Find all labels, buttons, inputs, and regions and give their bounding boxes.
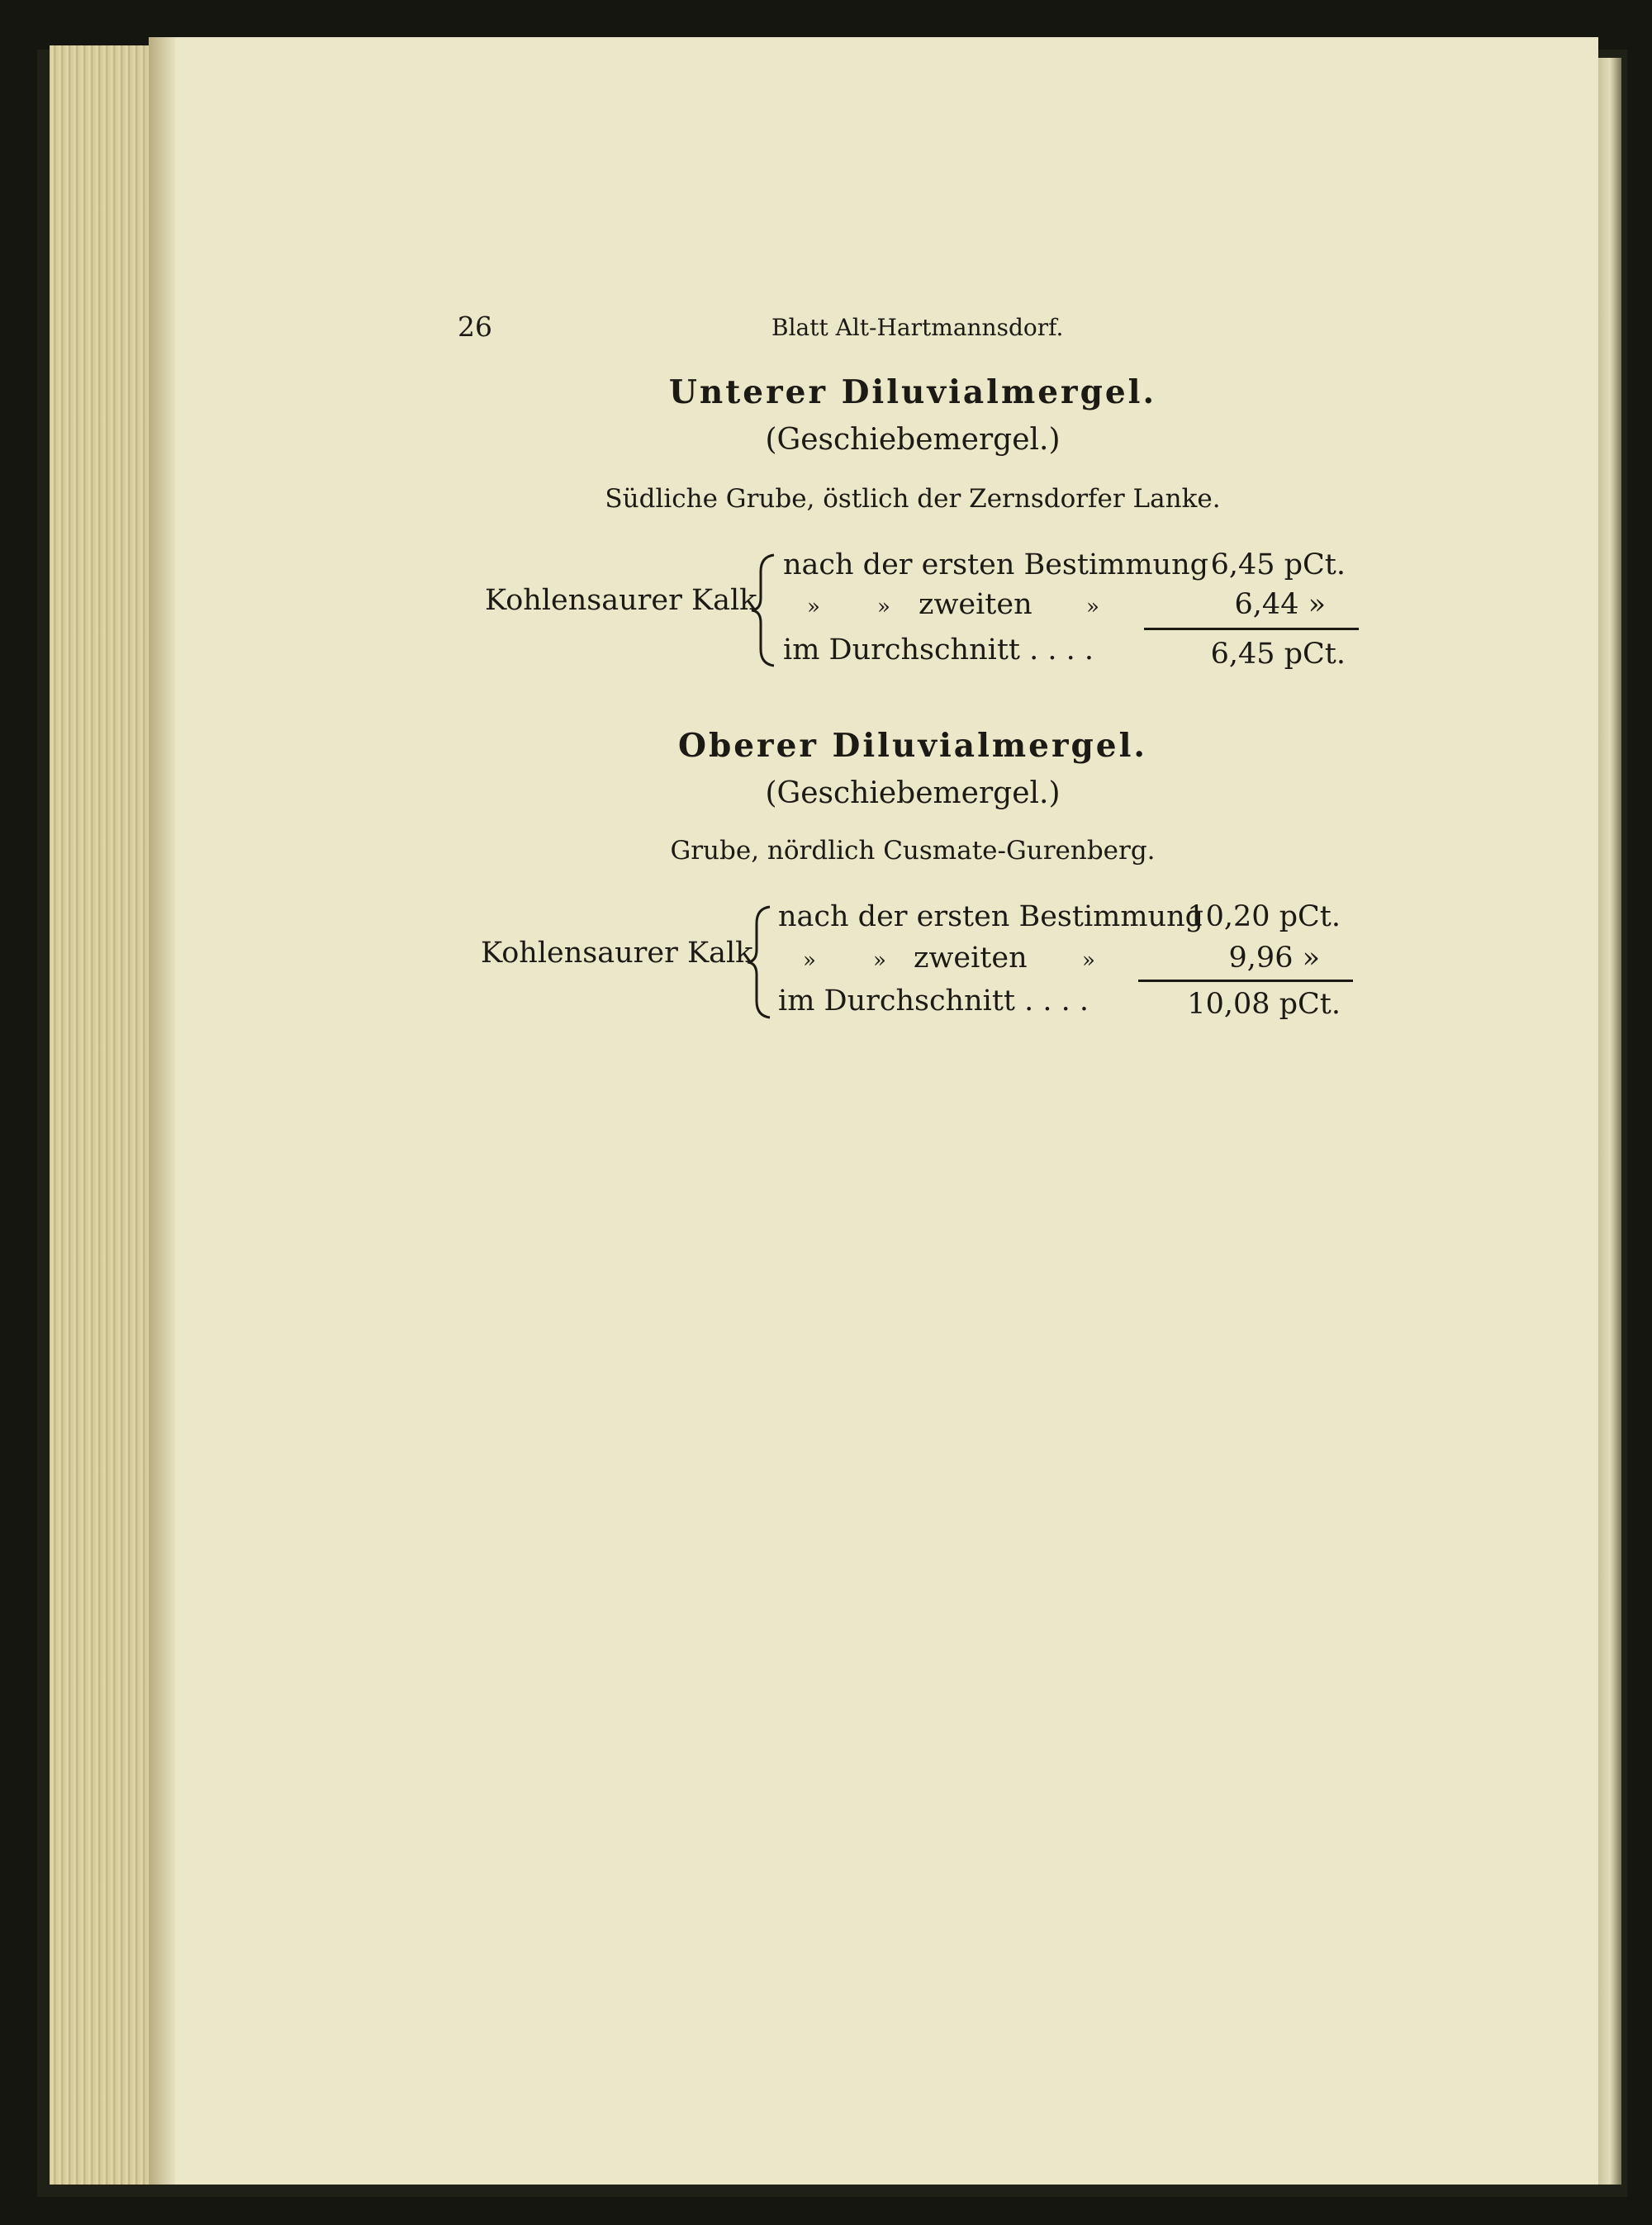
measurement-label: nach der ersten Bestimmung [783, 548, 1209, 581]
sum-rule [1138, 980, 1353, 982]
section-subtitle: (Geschiebemergel.) [765, 423, 1061, 457]
ditto-mark: » [1082, 948, 1095, 973]
section-title: Oberer Diluvialmergel. [677, 727, 1147, 765]
section-title: Unterer Diluvialmergel. [668, 373, 1157, 411]
section-subtitle: (Geschiebemergel.) [765, 776, 1061, 810]
ditto-mark: » [877, 595, 890, 619]
ditto-mark: » [807, 595, 820, 619]
section-location: Grube, nördlich Cusmate-Gurenberg. [670, 836, 1156, 866]
book-page [157, 37, 1598, 2185]
ditto-mark: » [873, 948, 886, 973]
substance-label: Kohlensaurer Kalk [481, 937, 753, 970]
curly-brace-icon [743, 904, 776, 1021]
average-value: 10,08 pCt. [1187, 988, 1341, 1021]
average-label: im Durchschnitt . . . . [783, 633, 1094, 667]
ditto-mark: » [803, 948, 816, 973]
measurement-value: 6,45 pCt. [1210, 548, 1346, 581]
measurement-value: 9,96 » [1228, 942, 1320, 975]
page-number: 26 [458, 311, 492, 343]
average-label: im Durchschnitt . . . . [778, 984, 1089, 1018]
running-head: Blatt Alt-Hartmannsdorf. [771, 314, 1064, 341]
ditto-mark: » [1086, 595, 1099, 619]
curly-brace-icon [748, 552, 781, 669]
sum-rule [1144, 628, 1359, 630]
substance-label: Kohlensaurer Kalk [485, 584, 757, 617]
measurement-label: zweiten [914, 942, 1028, 975]
measurement-value: 10,20 pCt. [1187, 900, 1341, 933]
measurement-label: nach der ersten Bestimmung [778, 900, 1204, 933]
section-location: Südliche Grube, östlich der Zernsdorfer Lanke. [605, 484, 1221, 514]
average-value: 6,45 pCt. [1210, 638, 1346, 671]
page-gutter [149, 37, 175, 2185]
page-edges [50, 45, 165, 2185]
measurement-value: 6,44 » [1234, 588, 1326, 621]
measurement-label: zweiten [919, 588, 1032, 621]
